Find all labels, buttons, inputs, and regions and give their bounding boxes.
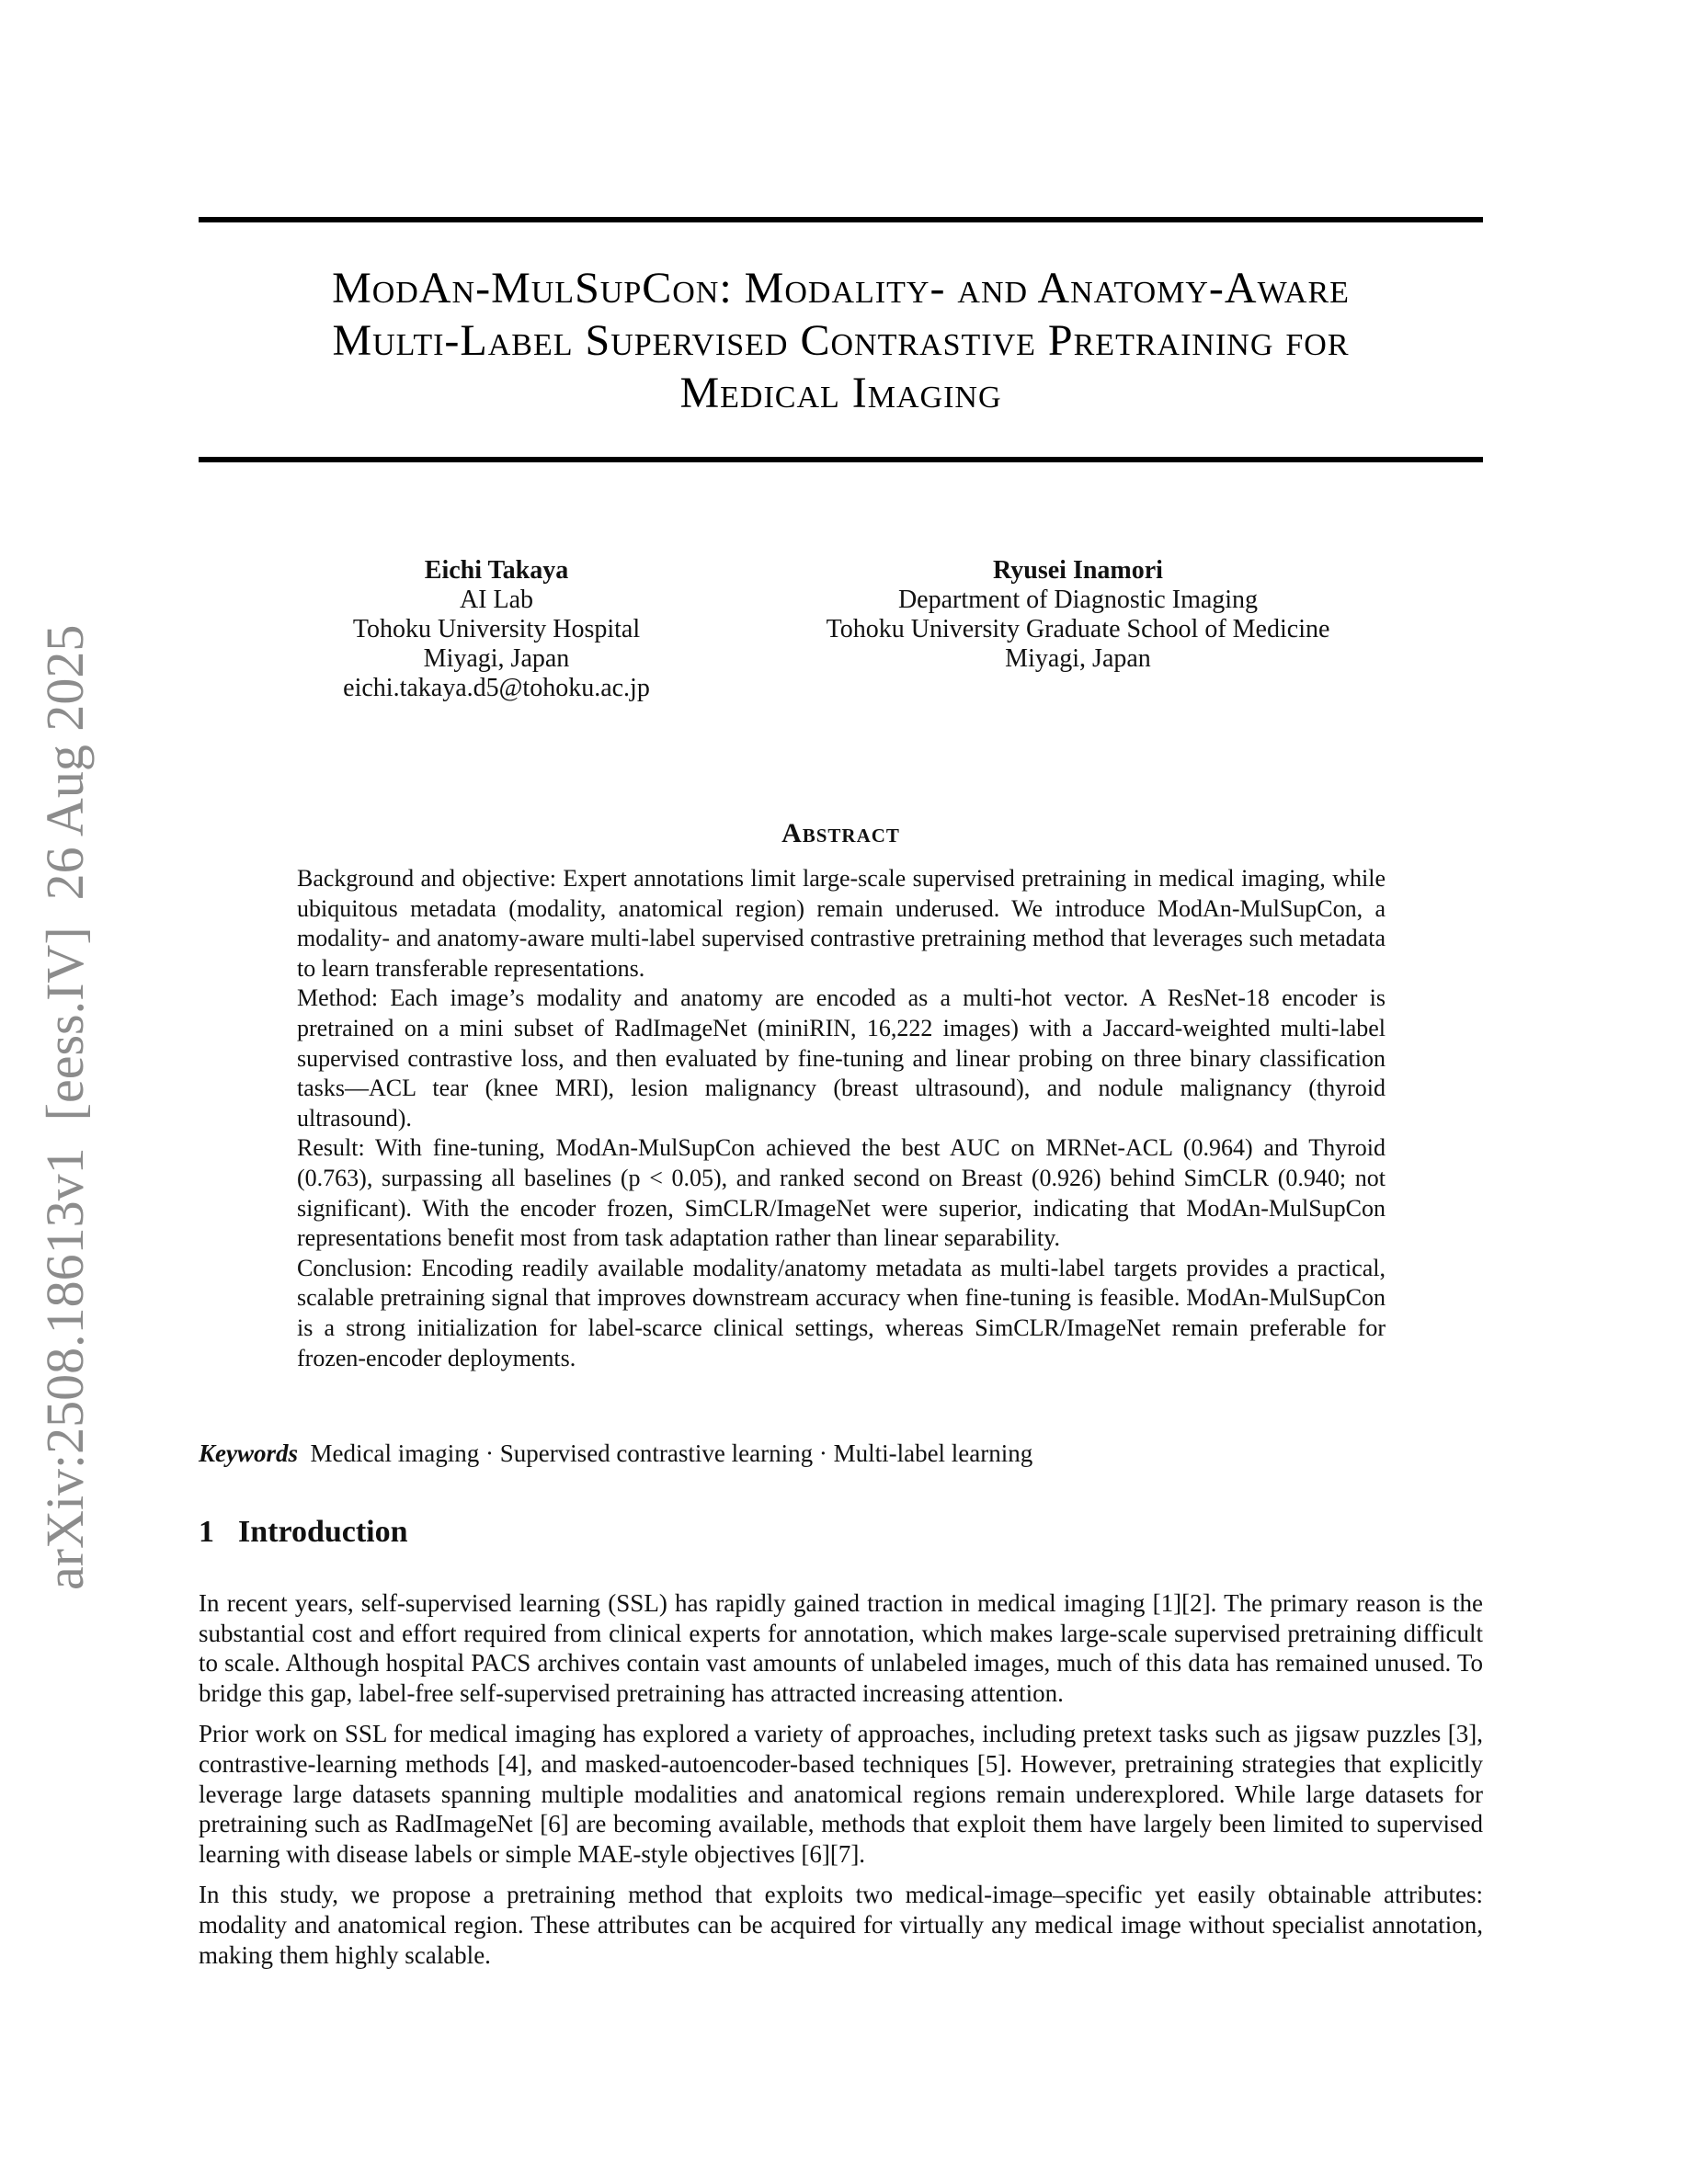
arxiv-identifier [28, 0, 101, 2184]
title-rule-top [199, 217, 1483, 222]
abstract-heading: Abstract [781, 818, 900, 848]
author-affiliation: Tohoku University Hospital [352, 615, 641, 643]
author-name: Eichi Takaya [424, 556, 569, 585]
title-rule-bottom [199, 457, 1483, 462]
author-affiliation: AI Lab [459, 586, 534, 614]
section-title: Introduction [238, 1515, 408, 1549]
abstract-paragraph: Result: With fine-tuning, ModAn-MulSupCon achieved the best AUC on MRNet-ACL (0.964) and Thyroid (0.763), surpassing all baselines (p < 0.05), and ranked second on Breast (0.926) behind SimCLR (0.940; not significant). With the encoder frozen, SimCLR/ImageNet were superior, indicating that ModAn-MulSupCon representations benefit most from task adaptation rather than linear separability. [297, 1134, 1386, 1252]
author-affiliation: Tohoku University Graduate School of Medicine [826, 615, 1330, 643]
body-paragraph: Prior work on SSL for medical imaging has explored a variety of approaches, including pretext tasks such as jigsaw puzzles [3], contrastive-learning methods [4], and masked-autoencoder-based techniques [5]. However, pretraining strategies that explicitly leverage large datasets spanning multiple modalities and anatomical regions remain underexplored. While large datasets for pretraining such as RadImageNet [6] are becoming available, methods that exploit them have largely been limited to supervised learning with disease labels or simple MAE-style objectives [6][7]. [199, 1720, 1483, 1868]
body-paragraph: In this study, we propose a pretraining method that exploits two medical-image–specific yet easily obtainable attributes: modality and anatomical region. These attributes can be acquired for virtually any medical image without specialist annotation, making them highly scalable. [199, 1881, 1483, 1969]
keywords-text: Medical imaging · Supervised contrastive learning · Multi-label learning [310, 1439, 1033, 1467]
title-line-3: Medical Imaging [679, 369, 1002, 417]
abstract-paragraph: Conclusion: Encoding readily available modality/anatomy metadata as multi-label targets provides a practical, scalable pretraining signal that improves downstream accuracy when fine-tuning is feasible. ModAn-MulSupCon is a strong initialization for label-scarce clinical settings, whereas SimCLR/ImageNet remain preferable for frozen-encoder deployments. [297, 1254, 1386, 1371]
author-affiliation: Miyagi, Japan [423, 644, 570, 673]
abstract-body [297, 864, 1386, 1373]
author-affiliation: Miyagi, Japan [1005, 644, 1151, 673]
author-email: eichi.takaya.d5@tohoku.ac.jp [343, 674, 650, 702]
keywords [199, 1439, 1483, 1468]
abstract-paragraph: Background and objective: Expert annotations limit large-scale supervised pretraining in medical imaging, while ubiquitous metadata (modality, anatomical region) remain underused. We introduce ModAn-MulSupCon, a modality- and anatomy-aware multi-label supervised contrastive pretraining method that leverages such metadata to learn transferable representations. [297, 865, 1386, 982]
paper-title [199, 262, 1483, 419]
arxiv-identifier-text: arXiv:2508.18613v1 [eess.IV] 26 Aug 2025 [35, 624, 95, 1590]
section-body [199, 1588, 1483, 1981]
author-block-1 [313, 556, 680, 703]
abstract-paragraph: Method: Each image’s modality and anatomy are encoded as a multi-hot vector. A ResNet-18 encoder is pretrained on a mini subset of RadImageNet (miniRIN, 16,222 images) with a Jaccard-weighted multi-label supervised contrastive loss, and then evaluated by fine-tuning and linear probing on three binary classification tasks—ACL tear (knee MRI), lesion malignancy (breast ultrasound), and nodule malignancy (thyroid ultrasound). [297, 984, 1386, 1132]
author-block-2 [781, 556, 1374, 674]
author-affiliation: Department of Diagnostic Imaging [897, 586, 1259, 614]
section-heading [199, 1515, 408, 1550]
body-paragraph: In recent years, self-supervised learning (SSL) has rapidly gained traction in medical imaging [1][2]. The primary reason is the substantial cost and effort required from clinical experts for annotation, which makes large-scale supervised pretraining difficult to scale. Although hospital PACS archives contain vast amounts of unlabeled images, much of this data has remained unused. To bridge this gap, label-free self-supervised pretraining has attracted increasing attention. [199, 1589, 1483, 1707]
title-line-2: Multi-Label Supervised Contrastive Pretraining for [332, 316, 1350, 365]
author-name: Ryusei Inamori [993, 556, 1163, 585]
title-line-1: ModAn-MulSupCon: Modality- and Anatomy-Aware [332, 264, 1350, 313]
keywords-label: Keywords [199, 1439, 298, 1467]
section-number: 1 [199, 1515, 214, 1549]
